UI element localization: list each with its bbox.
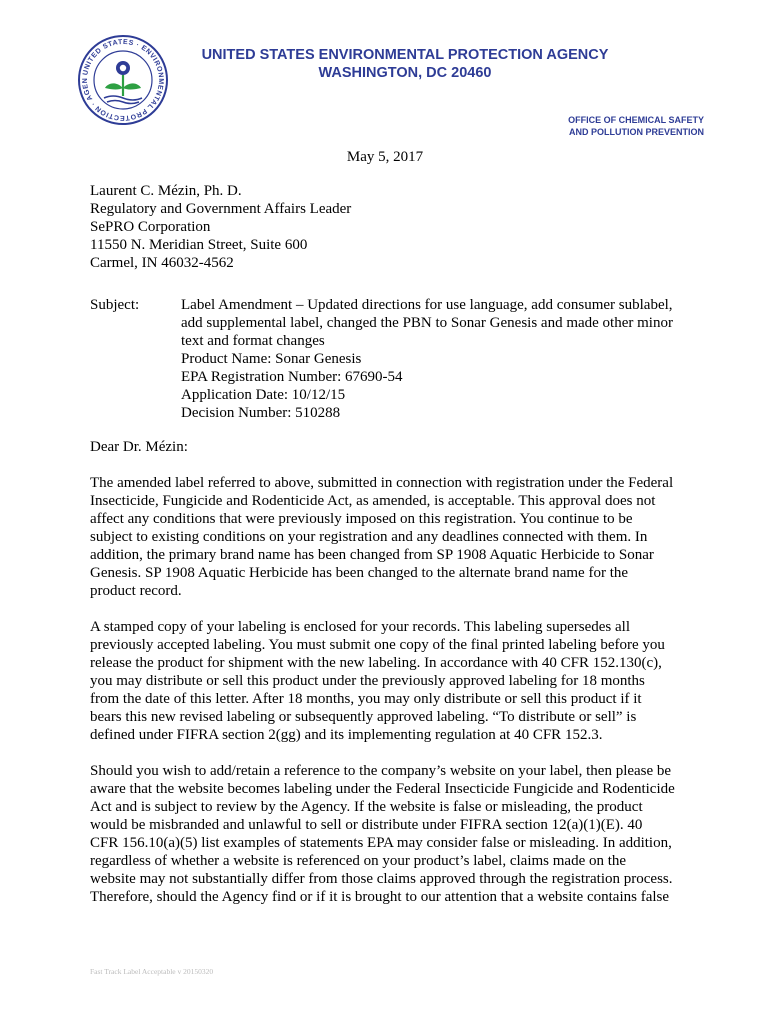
paragraph-line: aware that the website becomes labeling under the Federal Insecticide Fungicide and Rodenticide [90, 781, 675, 797]
paragraph-line: A stamped copy of your labeling is enclosed for your records. This labeling supersedes all [90, 619, 631, 635]
paragraph-line: bears this new revised labeling or subsequently approved labeling. “To distribute or sell” is [90, 709, 637, 725]
paragraph-line: subject to existing conditions on your registration and any deadlines connected with them. In [90, 529, 648, 545]
recipient-line: Laurent C. Mézin, Ph. D. [90, 183, 242, 199]
recipient-address [90, 182, 351, 272]
paragraph-line: Should you wish to add/retain a reference to the company’s website on your label, then please be [90, 763, 672, 779]
recipient-line: Carmel, IN 46032-4562 [90, 255, 234, 271]
subject-line: Product Name: Sonar Genesis [181, 351, 362, 367]
paragraph-2 [90, 618, 690, 744]
recipient-line: SePRO Corporation [90, 219, 211, 235]
paragraph-line: website may not substantially differ from those claims approved through the registration process. [90, 871, 673, 887]
paragraph-line: affect any conditions that were previously imposed on this registration. You continue to be [90, 511, 633, 527]
recipient-line: 11550 N. Meridian Street, Suite 600 [90, 237, 308, 253]
subject-line: add supplemental label, changed the PBN to Sonar Genesis and made other minor [181, 315, 673, 331]
paragraph-line: release the product for shipment with the new labeling. In accordance with 40 CFR 152.130(c), [90, 655, 662, 671]
paragraph-1 [90, 474, 690, 600]
greeting: Dear Dr. Mézin: [90, 439, 188, 455]
office-header [568, 114, 704, 138]
subject-line: Application Date: 10/12/15 [181, 387, 346, 403]
subject-line: EPA Registration Number: 67690-54 [181, 369, 403, 385]
recipient-line: Regulatory and Government Affairs Leader [90, 201, 352, 217]
paragraph-line: addition, the primary brand name has been changed from SP 1908 Aquatic Herbicide to Sonar [90, 547, 654, 563]
paragraph-line: CFR 156.10(a)(5) list examples of statements EPA may consider false or misleading. In addition, [90, 835, 672, 851]
subject-line: Label Amendment – Updated directions for use language, add consumer sublabel, [181, 297, 673, 313]
paragraph-line: defined under FIFRA section 2(gg) and its implementing regulation at 40 CFR 152.3. [90, 727, 603, 743]
subject-line: text and format changes [181, 333, 325, 349]
paragraph-line: Insecticide, Fungicide and Rodenticide Act, as amended, is acceptable. This approval does not [90, 493, 656, 509]
footer-note: Fast Track Label Acceptable v 20150320 [90, 967, 214, 976]
epa-seal-logo [77, 34, 169, 126]
agency-location: WASHINGTON, DC 20460 [318, 65, 492, 81]
paragraph-line: The amended label referred to above, submitted in connection with registration under the Federal [90, 475, 674, 491]
paragraph-line: would be misbranded and unlawful to sell or distribute under FIFRA section 12(a)(1)(E). 40 [90, 817, 643, 833]
paragraph-line: Act and is subject to review by the Agency. If the website is false or misleading, the product [90, 799, 643, 815]
paragraph-line: previously accepted labeling. You must submit one copy of the final printed labeling before you [90, 637, 665, 653]
svg-text:UNITED STATES · ENVIRONMENTAL: UNITED STATES · ENVIRONMENTAL PROTECTION · AGEN [81, 38, 165, 122]
paragraph-line: you may distribute or sell this product under the previously approved labeling for 18 months [90, 673, 645, 689]
subject-line: Decision Number: 510288 [181, 405, 341, 421]
paragraph-line: product record. [90, 583, 182, 599]
paragraph-line: regardless of whether a website is referenced on your product’s label, claims made on the [90, 853, 627, 869]
agency-name: UNITED STATES ENVIRONMENTAL PROTECTION AGENCY [201, 47, 609, 63]
paragraph-line: Genesis. SP 1908 Aquatic Herbicide has been changed to the alternate brand name for the [90, 565, 629, 581]
office-line-2: AND POLLUTION PREVENTION [568, 127, 704, 137]
paragraph-3 [90, 762, 690, 906]
subject-text [181, 296, 701, 422]
paragraph-line: Therefore, should the Agency find or if it is brought to our attention that a website contains false [90, 889, 670, 905]
office-line-1: OFFICE OF CHEMICAL SAFETY [568, 115, 704, 125]
agency-header [180, 46, 630, 82]
subject-label: Subject: [90, 297, 140, 313]
paragraph-line: from the date of this letter. After 18 months, you may only distribute or sell this product if it [90, 691, 642, 707]
letter-date: May 5, 2017 [346, 149, 424, 165]
